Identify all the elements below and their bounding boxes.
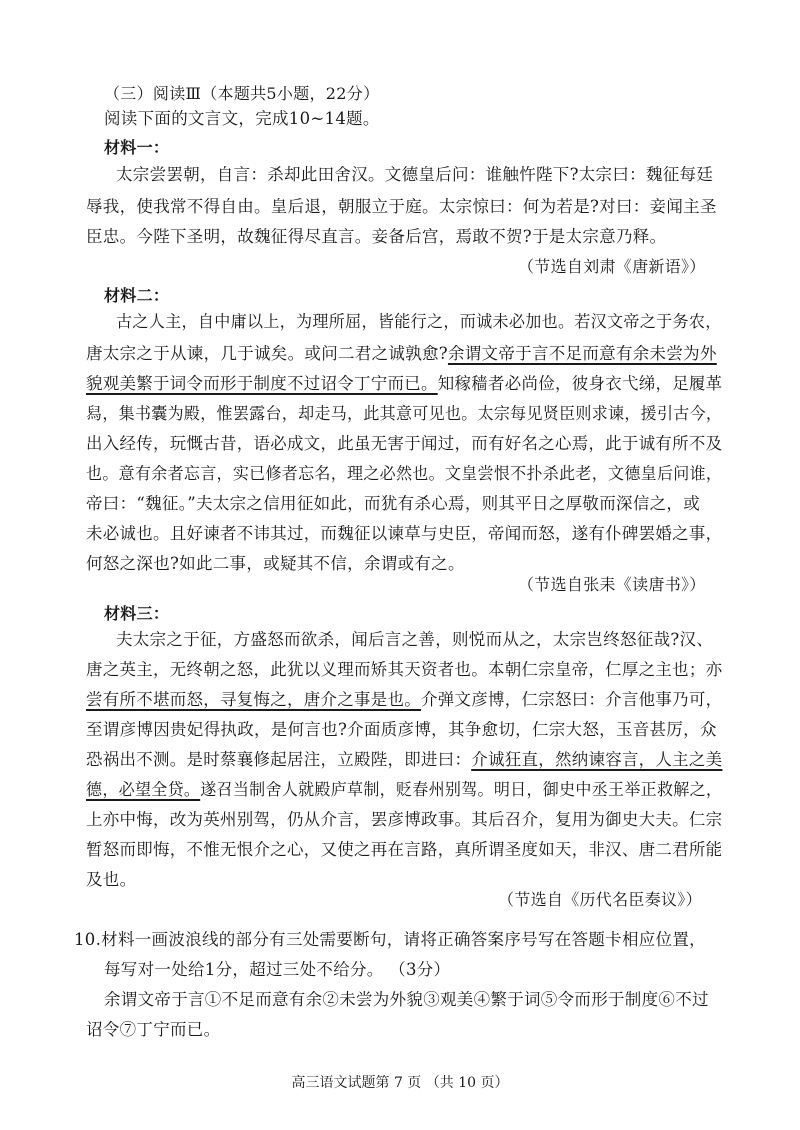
material-3-line: 及也。 xyxy=(86,870,137,889)
material-3-line xyxy=(86,749,722,771)
material-2-line: 古之人主，自中庸以上，为理所屈，皆能行之，而诚未必加也。若汉文帝之于务农， xyxy=(116,312,722,331)
material-2-line xyxy=(86,343,717,365)
material-3-line: 唐之英主，无终朝之怒，此犹以义理而矫其天资者也。本朝仁宗皇帝，仁厚之主也；亦 xyxy=(86,660,723,679)
material-3-line: 至谓彦博因贵妃得执政，是何言也?介面质彦博，其争愈切，仁宗大怒，玉音甚厉，众 xyxy=(86,720,717,739)
page-footer: 高三语文试题第 7 页 （共 10 页） xyxy=(291,1075,509,1091)
material-3-text: 介弹文彦博，仁宗怒曰：介言他事乃可， xyxy=(420,690,723,709)
question-10-stem: 每写对一处给1分，超过三处不给分。 （3分） xyxy=(104,960,451,979)
material-3-line xyxy=(86,689,722,711)
material-3-line: 上亦中悔，改为英州别驾，仍从介言，罢彦博政事。其后召介，复用为御史大夫。仁宗 xyxy=(86,810,723,829)
material-2-line: 舄，集书囊为殿，惟罢露台，却走马，此其意可见也。太宗每见贤臣则求谏，援引古今， xyxy=(86,404,723,423)
underlined-text: 介诚狂直，然纳谏容言，人主之美 xyxy=(471,750,723,769)
wavy-underlined-text: 貌观美繁于词令而形于制度不过诏令丁宁而已。 xyxy=(86,374,438,393)
material-1-line: 太宗尝罢朝，自言：杀却此田舍汉。文德皇后问：谁触忤陛下?太宗曰：魏征每廷 xyxy=(116,165,714,184)
material-2-line xyxy=(86,373,722,395)
material-2-title: 材料二： xyxy=(104,286,170,305)
material-3-text: 遂召当制舍人就殿庐草制，贬春州别驾。明日，御史中丞王举正救解之， xyxy=(200,780,723,799)
material-2-text: 知稼穑者必尚俭，彼身衣弋绨，足履革 xyxy=(437,374,723,393)
material-3-title: 材料三： xyxy=(104,604,170,623)
material-3-source: （节选自《历代名臣奏议》） xyxy=(498,890,702,909)
wavy-underlined-text: 余谓文帝于言不足而意有余未尝为外 xyxy=(447,344,717,363)
material-1-title: 材料一： xyxy=(104,138,170,157)
instruction: 阅读下面的文言文，完成10~14题。 xyxy=(104,109,380,128)
material-2-text: 唐太宗之于从谏，几于诚矣。或问二君之诚孰愈? xyxy=(86,344,448,363)
material-3-line: 夫太宗之于征，方盛怒而欲杀，闻后言之善，则悦而从之，太宗岂终怒征哉?汉、 xyxy=(116,630,714,649)
material-3-text: 恐祸出不测。是时蔡襄修起居注，立殿陛，即进曰： xyxy=(86,750,472,769)
question-10-text: 余谓文帝于言①不足而意有余②未尝为外貌③观美④繁于词⑤令而形于制度⑥不过 xyxy=(104,990,709,1009)
material-2-line: 何怒之深也?如此二事，或疑其不信，余谓或有之。 xyxy=(86,554,465,573)
material-1-source: （节选自刘肃《唐新语》） xyxy=(518,257,706,276)
material-3-line xyxy=(86,779,722,801)
question-10-text: 诏令⑦丁宁而已。 xyxy=(86,1020,221,1039)
material-2-line: 帝曰：“魏征。”夫太宗之信用征如此，而犹有杀心焉，则其平日之厚敬而深信之，或 xyxy=(86,494,701,513)
material-2-line: 未必诚也。且好谏者不讳其过，而魏征以谏草与史臣，帝闻而怒，遂有仆碑罢婚之事， xyxy=(86,524,723,543)
material-1-line: 臣忠。今陛下圣明，故魏征得尽直言。妾备后宫，焉敢不贺?于是太宗意乃释。 xyxy=(86,227,667,246)
material-2-line: 也。意有余者忘言，实已修者忘名，理之必然也。文皇尝恨不扑杀此老，文德皇后问谁， xyxy=(86,464,723,483)
section-header: （三）阅读Ⅲ（本题共5小题，22分） xyxy=(104,84,380,103)
question-10-stem: 10.材料一画波浪线的部分有三处需要断句，请将正确答案序号写在答题卡相应位置， xyxy=(74,930,706,949)
material-3-line: 暂怒而即悔，不惟无恨介之心，又使之再在言路，真所谓圣度如天，非汉、唐二君所能 xyxy=(86,840,723,859)
material-2-line: 出入经传，玩慨古昔，语必成文，此虽无害于闻过，而有好名之心焉，此于诚有所不及 xyxy=(86,434,723,453)
underlined-text: 德，必望全贷。 xyxy=(86,780,201,799)
material-1-line: 辱我，使我常不得自由。皇后退，朝服立于庭。太宗惊曰：何为若是?对曰：妾闻主圣 xyxy=(86,197,717,216)
material-2-source: （节选自张耒《读唐书》） xyxy=(518,575,706,594)
underlined-text: 尝有所不堪而怒，寻复悔之，唐介之事是也。 xyxy=(86,690,421,709)
